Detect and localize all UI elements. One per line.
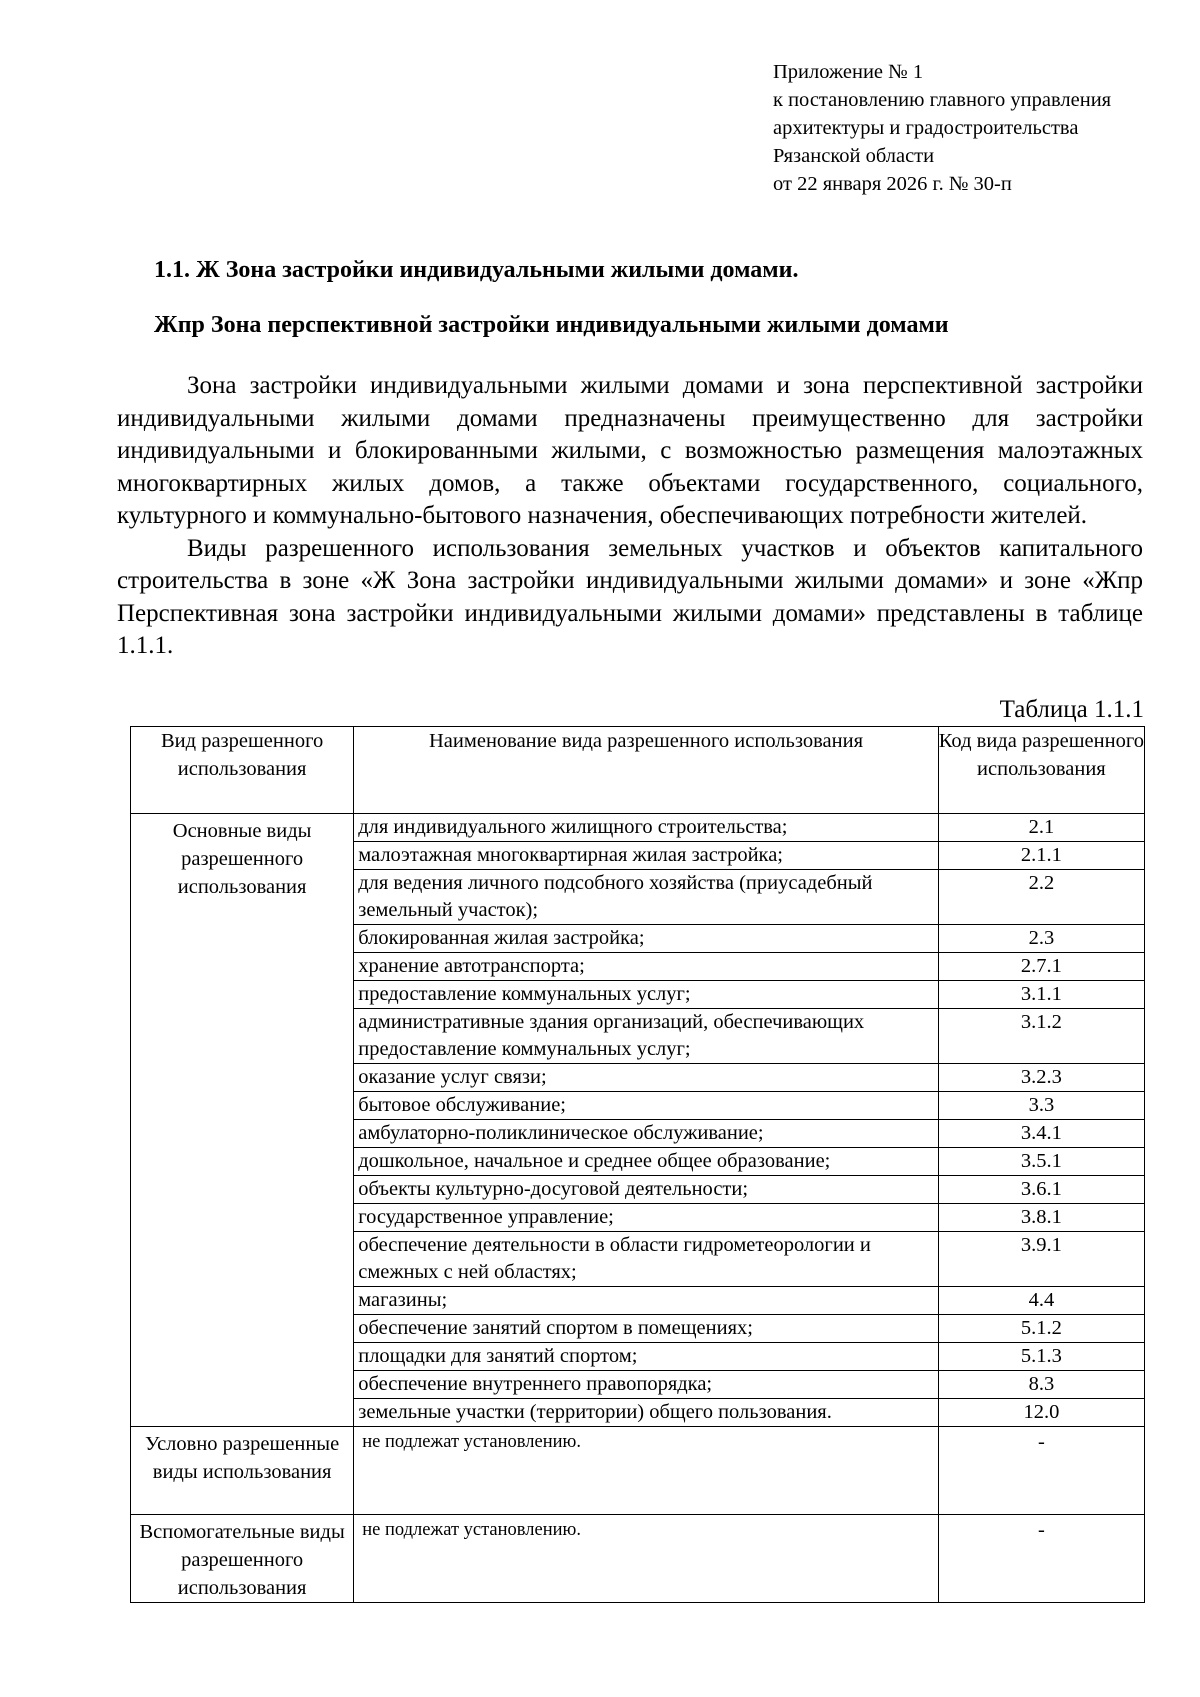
- use-code-cell: 12.0: [938, 1399, 1144, 1427]
- land-use-table: [130, 726, 1145, 1603]
- use-name-cell: не подлежат установлению.: [354, 1515, 939, 1603]
- use-code-cell: 3.8.1: [938, 1204, 1144, 1232]
- group-cell-main: Основные виды разрешенного использования: [131, 814, 354, 1427]
- use-name-cell: бытовое обслуживание;: [354, 1092, 939, 1120]
- table-header-row: [131, 727, 1145, 814]
- use-name-cell: дошкольное, начальное и среднее общее образование;: [354, 1148, 939, 1176]
- annex-header: [773, 58, 1173, 198]
- annex-line: Рязанской области: [773, 145, 935, 167]
- use-code-cell: 5.1.2: [938, 1315, 1144, 1343]
- use-code-cell: 8.3: [938, 1371, 1144, 1399]
- use-name-cell: для ведения личного подсобного хозяйства (приусадебный земельный участок);: [354, 870, 939, 925]
- use-name-cell: оказание услуг связи;: [354, 1064, 939, 1092]
- use-name-cell: земельные участки (территории) общего пользования.: [354, 1399, 939, 1427]
- use-code-cell: 2.1: [938, 814, 1144, 842]
- use-name-cell: хранение автотранспорта;: [354, 953, 939, 981]
- table-row-auxiliary: [131, 1515, 1145, 1603]
- use-name-cell: магазины;: [354, 1287, 939, 1315]
- group-cell-conditional: Условно разрешенные виды использования: [131, 1427, 354, 1515]
- use-name-cell: обеспечение занятий спортом в помещениях;: [354, 1315, 939, 1343]
- use-name-cell: предоставление коммунальных услуг;: [354, 981, 939, 1009]
- header-cell-type: Вид разрешенного использования: [131, 727, 354, 814]
- group-cell-auxiliary: Вспомогательные виды разрешенного использования: [131, 1515, 354, 1603]
- use-name-cell: площадки для занятий спортом;: [354, 1343, 939, 1371]
- use-code-cell: 3.3: [938, 1092, 1144, 1120]
- use-name-cell: для индивидуального жилищного строительства;: [354, 814, 939, 842]
- annex-line: Приложение № 1: [773, 61, 924, 83]
- use-name-cell: не подлежат установлению.: [354, 1427, 939, 1515]
- body-text: [117, 370, 1143, 663]
- use-name-cell: обеспечение внутреннего правопорядка;: [354, 1371, 939, 1399]
- use-code-cell: -: [938, 1515, 1144, 1603]
- use-code-cell: 2.3: [938, 925, 1144, 953]
- annex-line: к постановлению главного управления: [773, 89, 1112, 111]
- use-code-cell: 3.1.2: [938, 1009, 1144, 1064]
- header-cell-code: Код вида разрешенного использования: [938, 727, 1144, 814]
- paragraph: Зона застройки индивидуальными жилыми домами и зона перспективной застройки индивидуальными жилыми домами предназначены преимущественно для застройки индивидуальными и блокированными жилыми, с возможностью размещения малоэтажных многоквартирных жилых домов, а также объектами государственного, социального, культурного и коммунально-бытового назначения, обеспечивающих потребности жителей.: [117, 372, 1143, 529]
- paragraph: Виды разрешенного использования земельных участков и объектов капитального строительства в зоне «Ж Зона застройки индивидуальными жилыми домами» и зоне «Жпр Перспективная зона застройки индивидуальными жилыми домами» представлены в таблице 1.1.1.: [117, 534, 1143, 659]
- header-cell-name: Наименование вида разрешенного использования: [354, 727, 939, 814]
- annex-line: от 22 января 2026 г. № 30-п: [773, 173, 1012, 195]
- use-code-cell: 2.7.1: [938, 953, 1144, 981]
- table-caption: Таблица 1.1.1: [999, 696, 1144, 723]
- section-subheading: Жпр Зона перспективной застройки индивидуальными жилыми домами: [154, 312, 949, 338]
- section-heading: 1.1. Ж Зона застройки индивидуальными жилыми домами.: [154, 257, 799, 283]
- use-code-cell: 4.4: [938, 1287, 1144, 1315]
- use-code-cell: 3.1.1: [938, 981, 1144, 1009]
- use-name-cell: малоэтажная многоквартирная жилая застройка;: [354, 842, 939, 870]
- use-name-cell: обеспечение деятельности в области гидрометеорологии и смежных с ней областях;: [354, 1232, 939, 1287]
- use-name-cell: амбулаторно-поликлиническое обслуживание;: [354, 1120, 939, 1148]
- annex-line: архитектуры и градостроительства: [773, 117, 1079, 139]
- use-code-cell: 5.1.3: [938, 1343, 1144, 1371]
- use-code-cell: 2.1.1: [938, 842, 1144, 870]
- use-name-cell: государственное управление;: [354, 1204, 939, 1232]
- use-code-cell: 3.9.1: [938, 1232, 1144, 1287]
- use-name-cell: объекты культурно-досуговой деятельности;: [354, 1176, 939, 1204]
- use-code-cell: 3.5.1: [938, 1148, 1144, 1176]
- table-row: [131, 814, 1145, 842]
- use-code-cell: 3.6.1: [938, 1176, 1144, 1204]
- use-code-cell: 3.4.1: [938, 1120, 1144, 1148]
- use-code-cell: 3.2.3: [938, 1064, 1144, 1092]
- use-code-cell: 2.2: [938, 870, 1144, 925]
- use-code-cell: -: [938, 1427, 1144, 1515]
- use-name-cell: административные здания организаций, обеспечивающих предоставление коммунальных услуг;: [354, 1009, 939, 1064]
- table-row-conditional: [131, 1427, 1145, 1515]
- use-name-cell: блокированная жилая застройка;: [354, 925, 939, 953]
